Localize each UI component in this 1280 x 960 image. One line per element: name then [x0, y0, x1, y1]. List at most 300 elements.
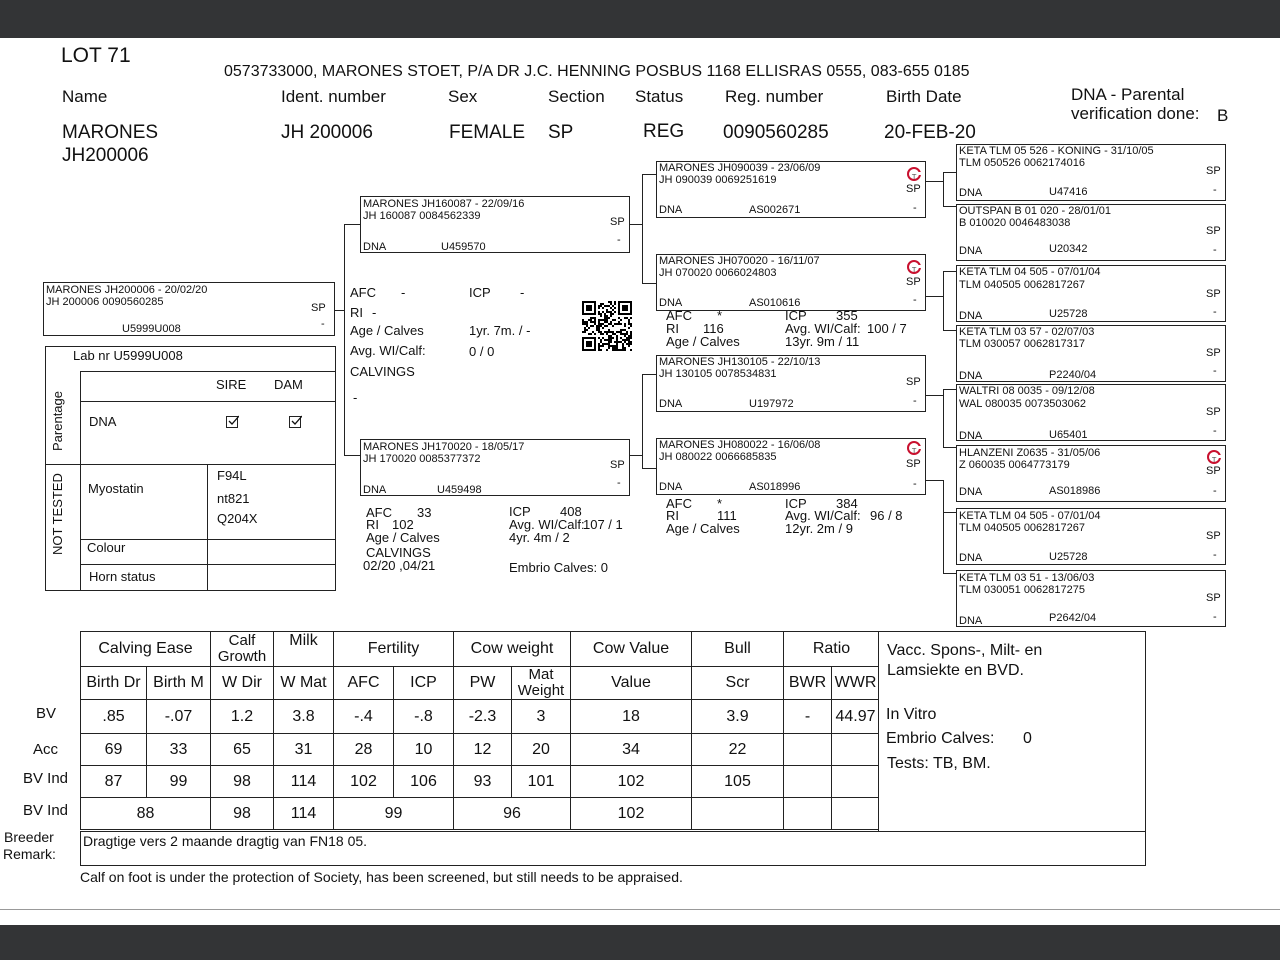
great-grandparent-card — [956, 508, 1226, 565]
card-dna-label: DNA — [959, 245, 983, 257]
great-grandparent-card — [956, 204, 1226, 261]
connector — [335, 310, 344, 311]
animal-ident: JH 200006 — [281, 122, 373, 143]
header-status: Status — [635, 87, 684, 106]
card-dna-label: DNA — [363, 484, 387, 496]
col-value: Value — [571, 667, 692, 700]
card-dna: U459498 — [437, 484, 482, 496]
card-section: SP — [1206, 225, 1221, 237]
connector — [642, 174, 643, 284]
card-section: SP — [906, 276, 921, 288]
connector — [642, 468, 657, 469]
bv-ind2-cow-weight: 96 — [454, 798, 571, 830]
bv-value: 18 — [571, 700, 692, 734]
bv-pw: -2.3 — [454, 700, 512, 734]
subj-afc-value: - — [401, 285, 406, 300]
gp3-wi-label: Avg. WI/Calf: — [785, 508, 861, 523]
card-dna: AS010616 — [749, 297, 801, 309]
lab-panel — [45, 346, 336, 591]
card-title: MARONES JH200006 - 20/02/20 — [46, 284, 208, 296]
card-dna: U197972 — [749, 398, 794, 410]
card-dna: P2240/04 — [1049, 369, 1097, 381]
card-id: TLM 030057 0062817317 — [959, 338, 1085, 350]
col-w-dir: W Dir — [211, 667, 274, 700]
great-grandparent-card — [956, 325, 1226, 382]
bv-afc: -.4 — [334, 700, 394, 734]
col-w-mat: W Mat — [274, 667, 334, 700]
col-mat-weight: Mat Weight — [512, 667, 571, 700]
card-dna: U47416 — [1049, 186, 1088, 198]
ind-icp: 106 — [394, 766, 454, 798]
breeder-remark: Dragtige vers 2 maande dragtig van FN18 05. — [83, 833, 368, 849]
group-calving-ease: Calving Ease — [81, 632, 211, 667]
acc-afc: 28 — [334, 734, 394, 766]
card-title: MARONES JH080022 - 16/06/08 — [659, 439, 821, 451]
header-ident: Ident. number — [281, 87, 386, 106]
card-title: KETA TLM 05 526 - KONING - 31/10/05 — [959, 145, 1154, 157]
remark-box — [80, 831, 1146, 866]
card-section: SP — [610, 459, 625, 471]
bv-bwr: - — [784, 700, 832, 734]
svg-text:T: T — [912, 447, 917, 455]
card-section: SP — [1206, 406, 1221, 418]
bottom-bar — [0, 925, 1280, 960]
footer-divider — [0, 909, 1280, 910]
dam-age-label: Age / Calves — [366, 530, 440, 545]
card-dna: U25728 — [1049, 308, 1088, 320]
footer-note: Calf on foot is under the protection of Society, has been screened, but still needs to be appraised. — [80, 869, 683, 885]
card-section: SP — [1206, 592, 1221, 604]
subj-icp-label: ICP — [469, 285, 491, 300]
gp3-afc-label: AFC — [666, 496, 692, 511]
svg-text:T: T — [912, 173, 917, 181]
card-dna: AS018986 — [1049, 485, 1101, 497]
connector — [943, 206, 956, 207]
myostatin-f94l: F94L — [217, 468, 247, 483]
bv-birth-m: -.07 — [147, 700, 211, 734]
acc-bwr — [784, 734, 832, 766]
card-dna-label: DNA — [959, 310, 983, 322]
connector — [642, 374, 657, 375]
gp1-afc-value: * — [717, 308, 723, 323]
connector — [943, 172, 944, 207]
lab-number: Lab nr U5999U008 — [73, 348, 183, 363]
col-birth-dr: Birth Dr — [81, 667, 147, 700]
in-vitro: In Vitro — [886, 706, 937, 723]
card-dash: - — [617, 477, 621, 489]
gp3-afc-value: * — [717, 496, 723, 511]
card-dna: AS018996 — [749, 481, 801, 493]
header-birth: Birth Date — [886, 87, 962, 106]
gp3-age-label: Age / Calves — [666, 521, 740, 536]
card-section: SP — [1206, 288, 1221, 300]
sire-card — [360, 196, 630, 253]
card-dna-label: DNA — [959, 486, 983, 498]
animal-name-2: JH200006 — [62, 145, 149, 166]
society-logo-icon — [907, 167, 921, 181]
dam-icp-label: ICP — [509, 504, 531, 519]
card-id: B 010020 0046483038 — [959, 217, 1071, 229]
dam-embrio: Embrio Calves: 0 — [509, 560, 608, 575]
gp3-icp-label: ICP — [785, 496, 807, 511]
card-dna-label: DNA — [659, 204, 683, 216]
grandparent-card — [656, 438, 926, 495]
card-title: KETA TLM 03 57 - 02/07/03 — [959, 326, 1095, 338]
subj-wi-label: Avg. WI/Calf: — [350, 343, 426, 358]
sire-dna-checkbox-icon — [226, 416, 238, 428]
card-dna-label: DNA — [959, 552, 983, 564]
col-bwr: BWR — [784, 667, 832, 700]
card-title: KETA TLM 03 51 - 13/06/03 — [959, 572, 1095, 584]
card-dna: U25728 — [1049, 551, 1088, 563]
card-dash: - — [1213, 244, 1217, 256]
svg-text:T: T — [1212, 456, 1217, 464]
ind-w-dir: 98 — [211, 766, 274, 798]
ind-mat-weight: 101 — [512, 766, 571, 798]
card-section: SP — [311, 302, 326, 314]
card-title: MARONES JH160087 - 22/09/16 — [363, 198, 525, 210]
connector — [926, 395, 943, 396]
gp3-ri-value: 111 — [717, 508, 737, 523]
row-label-bv-ind-2: BV Ind — [23, 802, 69, 819]
card-dash: - — [1213, 365, 1217, 377]
vacc-note: Vacc. Spons-, Milt- en Lamsiekte en BVD. — [887, 642, 1043, 679]
card-dna-label: DNA — [659, 297, 683, 309]
card-dash: - — [1213, 306, 1217, 318]
connector — [642, 374, 643, 469]
subj-calvings-value: - — [353, 390, 358, 405]
connector — [926, 480, 943, 481]
card-dna-label: DNA — [959, 187, 983, 199]
connector — [943, 480, 944, 574]
great-grandparent-card — [956, 570, 1226, 627]
card-section: SP — [906, 376, 921, 388]
gp1-afc-label: AFC — [666, 308, 692, 323]
group-milk: Milk — [274, 632, 334, 667]
card-dna: AS002671 — [749, 204, 801, 216]
dam-calvings-value: 02/20 ,04/21 — [363, 558, 436, 573]
ind-wwr — [832, 766, 880, 798]
bv-wwr: 44.97 — [832, 700, 880, 734]
acc-icp: 10 — [394, 734, 454, 766]
lot-number: LOT 71 — [61, 44, 131, 67]
card-id: JH 080022 0066685835 — [659, 451, 777, 463]
card-title: KETA TLM 04 505 - 07/01/04 — [959, 266, 1101, 278]
card-id: WAL 080035 0073503062 — [959, 398, 1087, 410]
card-section: SP — [906, 183, 921, 195]
myostatin-q204x: Q204X — [217, 511, 258, 526]
subj-ri-label: RI — [350, 305, 363, 320]
dna-flag: B — [1217, 106, 1229, 125]
animal-section: SP — [548, 122, 574, 143]
subj-afc-label: AFC — [350, 285, 376, 300]
col-wwr: WWR — [832, 667, 880, 700]
header-dna-2: verification done: — [1071, 104, 1200, 123]
connector — [642, 174, 657, 175]
grandparent-card — [656, 161, 926, 218]
parentage-label: Parentage — [50, 391, 65, 451]
dam-afc-value: 33 — [417, 505, 432, 520]
subj-age-value: 1yr. 7m. / - — [469, 323, 531, 338]
connector — [926, 296, 943, 297]
divider — [80, 371, 336, 372]
tests-note: Tests: TB, BM. — [887, 755, 991, 772]
ind-bwr — [784, 766, 832, 798]
myostatin-nt821: nt821 — [217, 491, 250, 506]
card-id: TLM 040505 0062817267 — [959, 279, 1085, 291]
subj-calvings: CALVINGS — [350, 364, 415, 379]
divider — [80, 371, 81, 591]
acc-value: 34 — [571, 734, 692, 766]
connector — [943, 330, 956, 331]
connector — [943, 271, 956, 272]
card-dash: - — [913, 294, 917, 306]
acc-w-dir: 65 — [211, 734, 274, 766]
bv-scr: 3.9 — [692, 700, 784, 734]
acc-w-mat: 31 — [274, 734, 334, 766]
connector — [943, 389, 944, 448]
card-dna-label: DNA — [959, 615, 983, 627]
dam-afc-label: AFC — [366, 505, 392, 520]
card-dna-label: DNA — [959, 430, 983, 442]
dna-label: DNA — [89, 414, 117, 429]
header-reg: Reg. number — [725, 87, 824, 106]
bv-row — [81, 700, 880, 734]
dam-calvings: CALVINGS — [366, 545, 431, 560]
gp1-age-value: 13yr. 9m / 11 — [785, 334, 860, 349]
bv-ind2-cow-value: 102 — [571, 798, 692, 830]
card-id: JH 070020 0066024803 — [659, 267, 777, 279]
card-id: JH 090039 0069251619 — [659, 174, 777, 186]
card-section: SP — [1206, 347, 1221, 359]
dam-heading: DAM — [274, 377, 303, 392]
card-dash: - — [1213, 184, 1217, 196]
embrio-calves-value: 0 — [1023, 730, 1032, 747]
group-bull: Bull — [692, 632, 784, 667]
gp1-icp-label: ICP — [785, 308, 807, 323]
bv-ind2-calving-ease: 88 — [81, 798, 211, 830]
card-id: TLM 030051 0062817275 — [959, 584, 1085, 596]
card-title: MARONES JH090039 - 23/06/09 — [659, 162, 821, 174]
gp3-wi-value: 96 / 8 — [870, 508, 903, 523]
card-dna-label: DNA — [659, 398, 683, 410]
subject-card — [43, 282, 335, 336]
animal-birth: 20-FEB-20 — [884, 122, 976, 143]
animal-sex: FEMALE — [449, 122, 526, 143]
col-afc: AFC — [334, 667, 394, 700]
card-section: SP — [610, 216, 625, 228]
group-cow-weight: Cow weight — [454, 632, 571, 667]
card-title: MARONES JH130105 - 22/10/13 — [659, 356, 821, 368]
subj-wi-value: 0 / 0 — [469, 344, 495, 359]
gp1-icp-value: 355 — [836, 308, 858, 323]
animal-reg: 0090560285 — [723, 122, 829, 143]
notes-box — [878, 631, 1146, 832]
great-grandparent-card — [956, 384, 1226, 441]
card-dash: - — [1213, 549, 1217, 561]
acc-row — [81, 734, 880, 766]
gp1-ri-label: RI — [666, 321, 679, 336]
connector — [943, 512, 956, 513]
row-label-bv-ind: BV Ind — [23, 770, 69, 787]
card-dash: - — [321, 318, 325, 330]
card-dash: - — [913, 478, 917, 490]
grandparent-card — [656, 254, 926, 311]
card-dash: - — [1213, 611, 1217, 623]
card-title: HLANZENI Z0635 - 31/05/06 — [959, 447, 1101, 459]
acc-pw: 12 — [454, 734, 512, 766]
horn-status-label: Horn status — [89, 569, 156, 584]
subj-icp-value: - — [520, 285, 525, 300]
row-label-acc: Acc — [33, 741, 59, 758]
card-dna-label: DNA — [363, 241, 387, 253]
bv-ind2-wwr — [832, 798, 880, 830]
card-id: JH 130105 0078534831 — [659, 368, 777, 380]
animal-status: REG — [643, 121, 685, 142]
card-section: SP — [906, 458, 921, 470]
gp1-wi-label: Avg. WI/Calf: — [785, 321, 861, 336]
acc-birth-dr: 69 — [81, 734, 147, 766]
card-title: OUTSPAN B 01 020 - 28/01/01 — [959, 205, 1112, 217]
group-ratio: Ratio — [784, 632, 880, 667]
divider — [207, 464, 208, 591]
divider — [80, 564, 336, 565]
ind-afc: 102 — [334, 766, 394, 798]
ind-birth-dr: 87 — [81, 766, 147, 798]
gp3-age-value: 12yr. 2m / 9 — [785, 521, 853, 536]
card-title: WALTRI 08 0035 - 09/12/08 — [959, 385, 1095, 397]
great-grandparent-card — [956, 445, 1226, 502]
subj-ri-value: - — [372, 305, 377, 320]
connector — [943, 172, 956, 173]
divider — [46, 464, 336, 465]
connector — [344, 224, 345, 456]
dam-wi-label: Avg. WI/Calf: — [509, 517, 585, 532]
dam-ri-value: 102 — [392, 517, 414, 532]
col-birth-m: Birth M — [147, 667, 211, 700]
qr-code — [582, 301, 634, 351]
bv-ind2-fertility: 99 — [334, 798, 454, 830]
acc-scr: 22 — [692, 734, 784, 766]
dam-icp-value: 408 — [560, 504, 582, 519]
society-logo-icon — [907, 441, 921, 455]
great-grandparent-card — [956, 265, 1226, 322]
group-fertility: Fertility — [334, 632, 454, 667]
dam-card — [360, 439, 630, 496]
card-id: JH 200006 0090560285 — [46, 296, 164, 308]
ind-pw: 93 — [454, 766, 512, 798]
header-sex: Sex — [448, 87, 478, 106]
acc-wwr — [832, 734, 880, 766]
acc-birth-m: 33 — [147, 734, 211, 766]
card-id: TLM 050526 0062174016 — [959, 157, 1085, 169]
subj-age-label: Age / Calves — [350, 323, 424, 338]
card-dash: - — [913, 202, 917, 214]
header-dna-1: DNA - Parental — [1071, 85, 1185, 104]
gp1-age-label: Age / Calves — [666, 334, 740, 349]
connector — [344, 224, 360, 225]
bv-ind2-bwr — [784, 798, 832, 830]
card-id: TLM 040505 0062817267 — [959, 522, 1085, 534]
top-bar — [0, 0, 1280, 38]
gp1-ri-value: 116 — [703, 321, 724, 336]
card-dna-label: DNA — [659, 481, 683, 493]
myostatin-label: Myostatin — [88, 481, 144, 496]
card-id: JH 170020 0085377372 — [363, 453, 481, 465]
card-dash: - — [913, 395, 917, 407]
col-icp: ICP — [394, 667, 454, 700]
connector — [943, 271, 944, 331]
dam-dna-checkbox-icon — [289, 416, 301, 428]
divider — [80, 401, 336, 402]
animal-name: MARONES — [62, 122, 159, 143]
bv-birth-dr: .85 — [81, 700, 147, 734]
card-section: SP — [1206, 165, 1221, 177]
card-section: SP — [1206, 465, 1221, 477]
dam-wi-value: 107 / 1 — [583, 517, 623, 532]
row-label-bv: BV — [36, 705, 57, 722]
bv-mat-weight: 3 — [512, 700, 571, 734]
connector — [943, 447, 956, 448]
card-dna: U20342 — [1049, 243, 1088, 255]
gp3-ri-label: RI — [666, 508, 679, 523]
not-tested-label: NOT TESTED — [50, 473, 65, 555]
gp1-wi-value: 100 / 7 — [867, 321, 907, 336]
acc-mat-weight: 20 — [512, 734, 571, 766]
bv-w-dir: 1.2 — [211, 700, 274, 734]
card-dash: - — [1213, 485, 1217, 497]
ind-row — [81, 766, 880, 798]
ind-scr: 105 — [692, 766, 784, 798]
card-dna: P2642/04 — [1049, 612, 1097, 624]
card-id: JH 160087 0084562339 — [363, 210, 481, 222]
card-dash: - — [1213, 425, 1217, 437]
card-dna: U5999U008 — [122, 323, 181, 335]
card-title: MARONES JH070020 - 16/11/07 — [659, 255, 820, 267]
connector — [344, 455, 360, 456]
grandparent-card — [656, 355, 926, 412]
colour-label: Colour — [87, 540, 126, 555]
gp3-icp-value: 384 — [836, 496, 858, 511]
bv-icp: -.8 — [394, 700, 454, 734]
dam-age-value: 4yr. 4m / 2 — [509, 530, 570, 545]
card-title: KETA TLM 04 505 - 07/01/04 — [959, 510, 1101, 522]
connector — [943, 389, 956, 390]
owner-line: 0573733000, MARONES STOET, P/A DR J.C. HENNING POSBUS 1168 ELLISRAS 0555, 083-655 0185 — [224, 63, 970, 80]
col-scr: Scr — [692, 667, 784, 700]
header-name: Name — [62, 87, 108, 106]
bv-table — [80, 631, 880, 830]
society-logo-icon — [907, 260, 921, 274]
card-dna-label: DNA — [959, 370, 983, 382]
connector — [642, 283, 657, 284]
card-dash: - — [617, 234, 621, 246]
card-id: Z 060035 0064773179 — [959, 459, 1070, 471]
bv-ind2-calf-growth: 98 — [211, 798, 274, 830]
group-cow-value: Cow Value — [571, 632, 692, 667]
connector — [926, 181, 943, 182]
connector — [630, 224, 642, 225]
bv-ind2-milk: 114 — [274, 798, 334, 830]
sire-heading: SIRE — [216, 377, 247, 392]
embrio-calves-label: Embrio Calves: — [886, 730, 995, 747]
ind-w-mat: 114 — [274, 766, 334, 798]
svg-text:T: T — [912, 266, 917, 274]
group-calf-growth: Calf Growth — [211, 632, 274, 667]
remark-label: Breeder — [4, 829, 54, 845]
great-grandparent-card — [956, 144, 1226, 201]
header-section: Section — [548, 87, 605, 106]
